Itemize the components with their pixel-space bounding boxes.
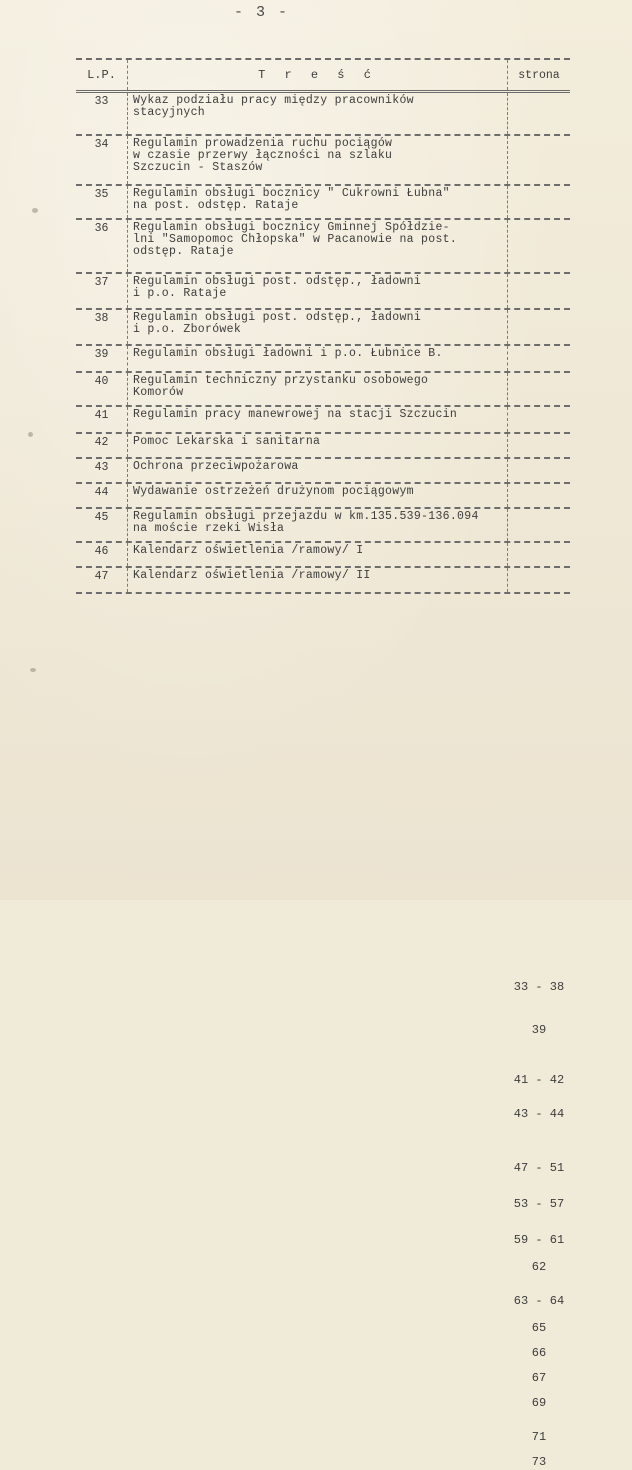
row-number: 43: [76, 459, 128, 482]
row-content: Pomoc Lekarska i sanitarna: [128, 434, 508, 457]
row-content: Regulamin obsługi ładowni i p.o. Łubnice B.: [128, 346, 508, 371]
row-number: 46: [76, 543, 128, 566]
row-number: 39: [76, 346, 128, 371]
row-page: 41 - 42: [513, 1073, 565, 1087]
row-number: 45: [76, 509, 128, 541]
row-content: Regulamin obsługi bocznicy Gminnej Spółdzie- lni "Samopomoc Chłopska" w Pacanowie na post. odstęp. Rataje: [128, 220, 508, 272]
paper-speck: [28, 432, 33, 437]
table-body: [76, 93, 570, 1469]
row-page: 63 - 64: [513, 1294, 565, 1308]
row-content: Regulamin obsługi przejazdu w km.135.539-136.094 na moście rzeki Wisła: [128, 509, 508, 541]
row-number: 34: [76, 136, 128, 184]
row-content: Regulamin obsługi post. odstęp., ładowni i p.o. Rataje: [128, 274, 508, 308]
row-number: 35: [76, 186, 128, 218]
paper-speck: [32, 208, 38, 213]
row-page: 62: [531, 1260, 547, 1274]
row-page: 39: [531, 1023, 547, 1037]
row-number: 40: [76, 373, 128, 405]
row-page: 69: [531, 1396, 547, 1410]
row-page: 65: [531, 1321, 547, 1335]
paper-speck: [30, 668, 36, 672]
row-page: 71: [531, 1430, 547, 1444]
row-page: 43 - 44: [513, 1107, 565, 1121]
row-page: 47 - 51: [513, 1161, 565, 1175]
header-content: T r e ś ć: [128, 60, 508, 90]
row-page: 59 - 61: [513, 1233, 565, 1247]
row-number: 38: [76, 310, 128, 344]
row-number: 44: [76, 484, 128, 507]
row-page: 67: [531, 1371, 547, 1385]
row-content: Ochrona przeciwpożarowa: [128, 459, 508, 482]
row-number: 37: [76, 274, 128, 308]
row-content: Wykaz podziału pracy między pracowników stacyjnych: [128, 93, 508, 134]
row-content: Kalendarz oświetlenia /ramowy/ I: [128, 543, 508, 566]
row-content: Wydawanie ostrzeżeń drużynom pociągowym: [128, 484, 508, 507]
table-of-contents: [76, 58, 570, 1469]
row-number: 41: [76, 407, 128, 432]
row-content: Regulamin obsługi post. odstęp., ładowni i p.o. Zborówek: [128, 310, 508, 344]
row-content: Kalendarz oświetlenia /ramowy/ II: [128, 568, 508, 592]
row-number: 47: [76, 568, 128, 592]
header-page: strona: [518, 68, 560, 82]
row-content: Regulamin prowadzenia ruchu pociągów w czasie przerwy łączności na szlaku Szczucin - Staszów: [128, 136, 508, 184]
row-number: 36: [76, 220, 128, 272]
row-number: 33: [76, 93, 128, 134]
row-page: 53 - 57: [513, 1197, 565, 1211]
row-content: Regulamin techniczny przystanku osobowego Komorów: [128, 373, 508, 405]
page-number: - 3 -: [234, 4, 290, 21]
row-number: 42: [76, 434, 128, 457]
table-header: [76, 60, 570, 93]
row-content: Regulamin pracy manewrowej na stacji Szczucin: [128, 407, 508, 432]
row-page: 33 - 38: [513, 980, 565, 994]
header-lp: L.P.: [76, 60, 128, 90]
row-content: Regulamin obsługi bocznicy " Cukrowni Łubna" na post. odstęp. Rataje: [128, 186, 508, 218]
row-page: 73: [531, 1455, 547, 1469]
row-page: 66: [531, 1346, 547, 1360]
